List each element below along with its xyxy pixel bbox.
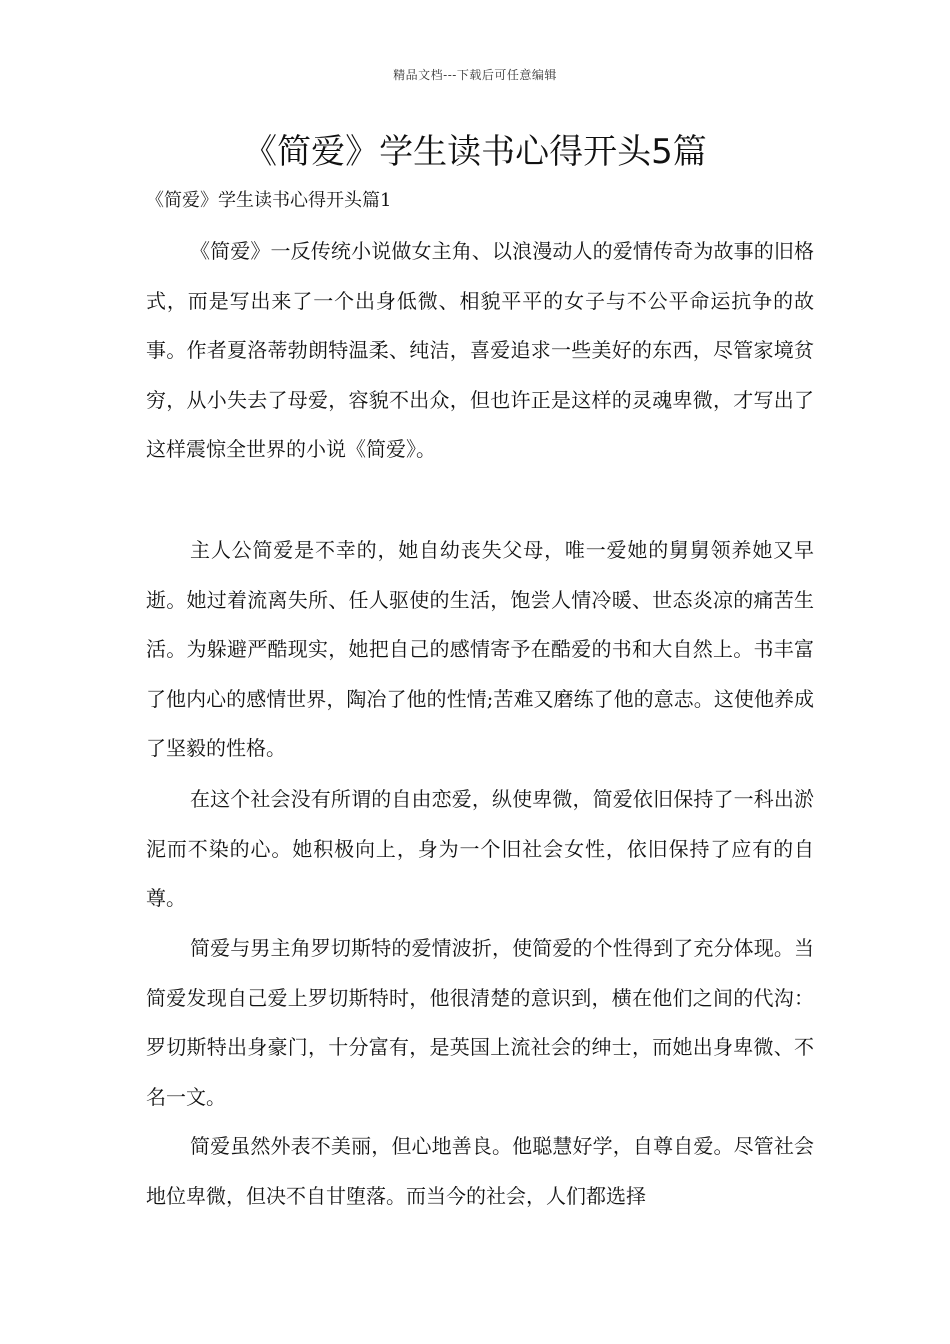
section-heading: 《简爱》学生读书心得开头篇1 xyxy=(146,190,392,211)
document-title: 《简爱》学生读书心得开头5篇 xyxy=(243,132,707,172)
paragraph-5: 简爱虽然外表不美丽，但心地善良。他聪慧好学，自尊自爱。尽管社会地位卑微，但决不自甘堕落。而当今的社会，人们都选择 xyxy=(146,1134,814,1208)
paragraph-2: 主人公简爱是不幸的，她自幼丧失父母，唯一爱她的舅舅领养她又早逝。她过着流离失所、任人驱使的生活，饱尝人情冷暖、世态炎凉的痛苦生活。为躲避严酷现实，她把自己的感情寄予在酷爱的书和大自然上。书丰富了他内心的感情世界，陶冶了他的性情;苦难又磨练了他的意志。这使他养成了坚毅的性格。 xyxy=(146,538,814,761)
paragraph-1: 《简爱》一反传统小说做女主角、以浪漫动人的爱情传奇为故事的旧格式，而是写出来了一个出身低微、相貌平平的女子与不公平命运抗争的故事。作者夏洛蒂勃朗特温柔、纯洁，喜爱追求一些美好的东西，尽管家境贫穷，从小失去了母爱，容貌不出众，但也许正是这样的灵魂卑微，才写出了这样震惊全世界的小说《简爱》。 xyxy=(146,239,814,462)
paragraph-4: 简爱与男主角罗切斯特的爱情波折，使简爱的个性得到了充分体现。当简爱发现自己爱上罗切斯特时，他很清楚的意识到，横在他们之间的代沟：罗切斯特出身豪门，十分富有，是英国上流社会的绅士，而她出身卑微、不名一文。 xyxy=(146,936,814,1109)
header-note: 精品文档---下载后可任意编辑 xyxy=(393,68,557,82)
paragraph-3: 在这个社会没有所谓的自由恋爱，纵使卑微，简爱依旧保持了一科出淤泥而不染的心。她积极向上，身为一个旧社会女性，依旧保持了应有的自尊。 xyxy=(146,787,814,911)
